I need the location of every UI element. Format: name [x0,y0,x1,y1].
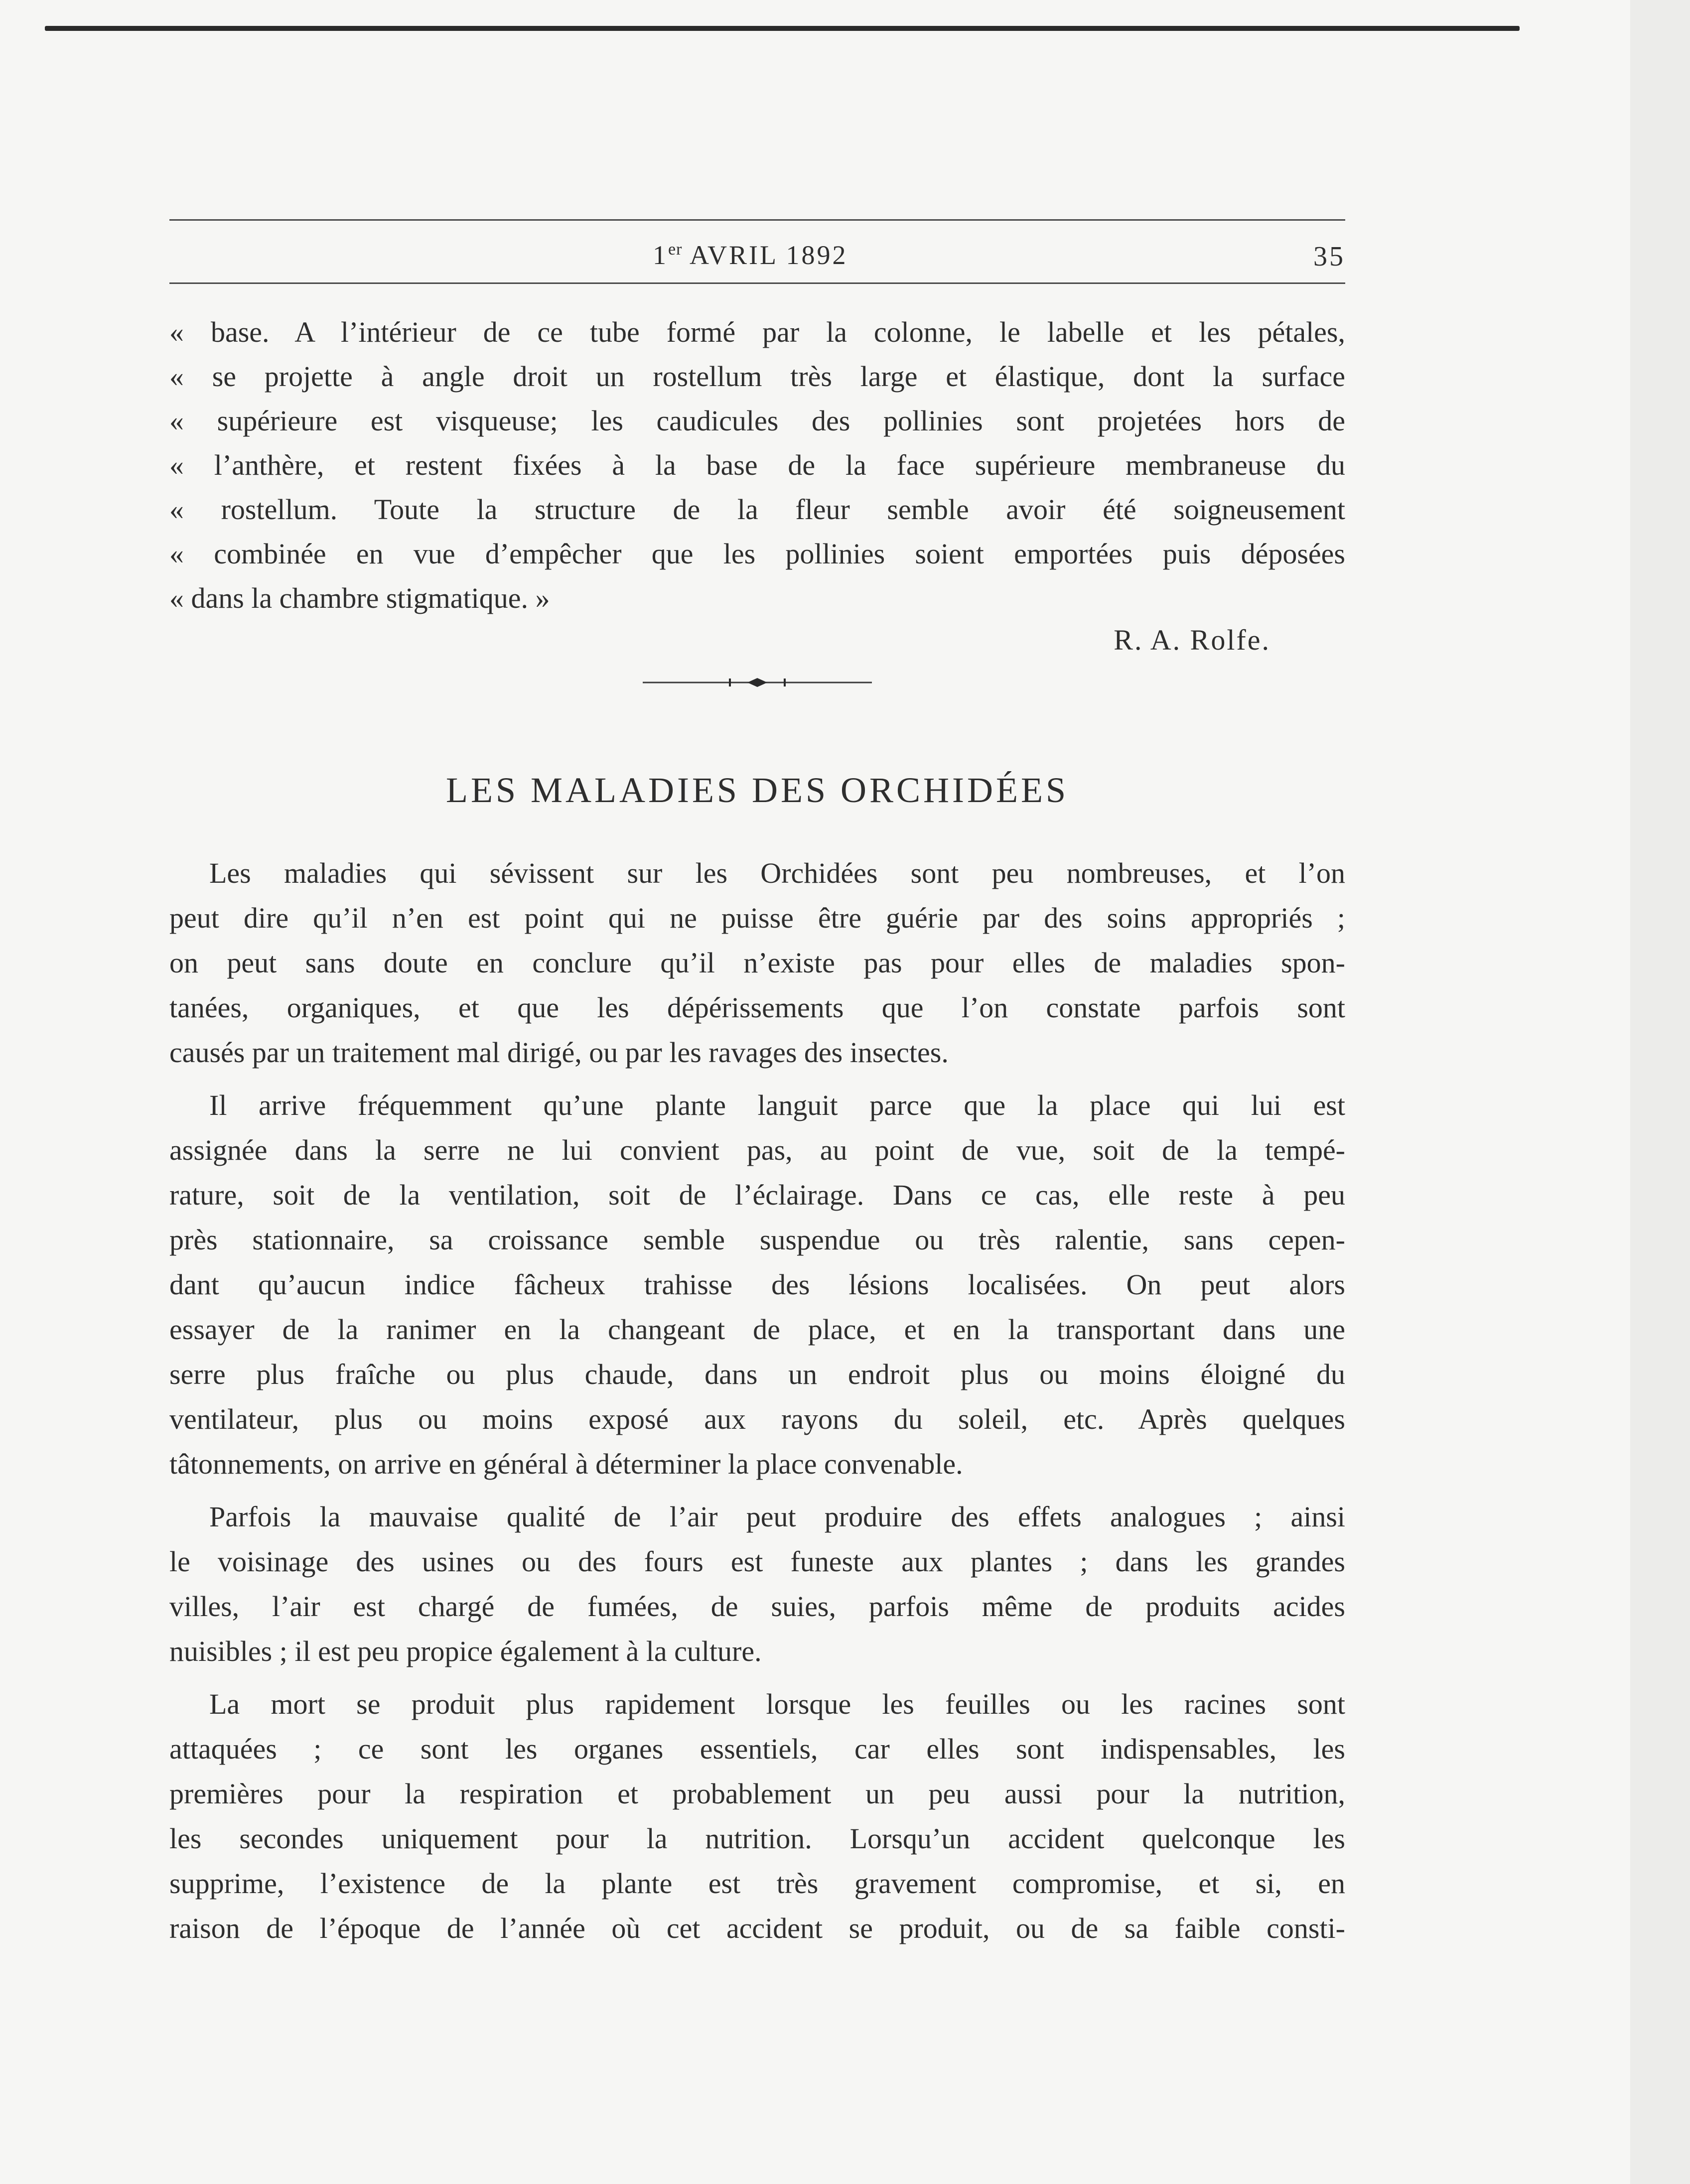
header-rule-bottom [169,282,1345,284]
text-line: rature, soit de la ventilation, soit de l’éclairage. Dans ce cas, elle reste à peu [169,1179,1345,1211]
text-line: raison de l’époque de l’année où cet accident se produit, ou de sa faible consti- [169,1912,1345,1944]
text-line: supprime, l’existence de la plante est très gravement compromise, et si, en [169,1867,1345,1900]
quote-line: « l’anthère, et restent fixées à la base de la face supérieure membraneuse du [169,449,1345,481]
page-number: 35 [1313,241,1345,272]
author-signature: R. A. Rolfe. [1114,624,1270,656]
text-line: Les maladies qui sévissent sur les Orchidées sont peu nombreuses, et l’on [209,857,1345,889]
text-line: le voisinage des usines ou des fours est funeste aux plantes ; dans les grandes [169,1545,1345,1578]
text-column [169,219,1345,1959]
quote-line: « base. A l’intérieur de ce tube formé par la colonne, le labelle et les pétales, [169,316,1345,348]
quote-line: « supérieure est visqueuse; les caudicules des pollinies sont projetées hors de [169,405,1345,437]
quote-line: « se projette à angle droit un rostellum très large et élastique, dont la surface [169,360,1345,393]
text-line: essayer de la ranimer en la changeant de place, et en la transportant dans une [169,1313,1345,1346]
quote-line: « dans la chambre stigmatique. » [169,582,550,614]
text-line: causés par un traitement mal dirigé, ou par les ravages des insectes. [169,1036,949,1069]
article-title: LES MALADIES DES ORCHIDÉES [445,770,1069,810]
quoted-passage [169,310,1345,620]
text-line: les secondes uniquement pour la nutrition. Lorsqu’un accident quelconque les [169,1822,1345,1855]
text-line: Parfois la mauvaise qualité de l’air peut produire des effets analogues ; ainsi [209,1501,1345,1533]
text-line: serre plus fraîche ou plus chaude, dans un endroit plus ou moins éloigné du [169,1358,1345,1390]
paragraph-4 [169,1682,1345,1951]
quote-line: « rostellum. Toute la structure de la fleur semble avoir été soigneusement [169,493,1345,526]
text-line: ventilateur, plus ou moins exposé aux rayons du soleil, etc. Après quelques [169,1403,1345,1435]
text-line: attaquées ; ce sont les organes essentiels, car elles sont indispensables, les [169,1733,1345,1765]
text-line: nuisibles ; il est peu propice également à la culture. [169,1635,762,1667]
section-divider-ornament [643,675,872,690]
text-line: on peut sans doute en conclure qu’il n’existe pas pour elles de maladies spon- [169,947,1345,979]
text-line: premières pour la respiration et probablement un peu aussi pour la nutrition, [169,1777,1345,1810]
text-line: peut dire qu’il n’en est point qui ne puisse être guérie par des soins appropriés ; [169,902,1345,934]
paragraph-3 [169,1495,1345,1674]
paragraph-2 [169,1083,1345,1487]
text-line: tanées, organiques, et que les dépérissements que l’on constate parfois sont [169,991,1345,1024]
paragraph-1 [169,851,1345,1075]
text-line: La mort se produit plus rapidement lorsque les feuilles ou les racines sont [209,1688,1345,1720]
scan-shadow [1630,0,1690,2184]
text-line: près stationnaire, sa croissance semble suspendue ou très ralentie, sans cepen- [169,1224,1345,1256]
text-line: villes, l’air est chargé de fumées, de suies, parfois même de produits acides [169,1590,1345,1623]
running-head [169,221,1345,271]
article-body [169,851,1345,1951]
quote-line: « combinée en vue d’empêcher que les pollinies soient emportées puis déposées [169,538,1345,570]
running-head-date: 1er AVRIL 1892 [653,240,848,270]
text-line: dant qu’aucun indice fâcheux trahisse des lésions localisées. On peut alors [169,1268,1345,1301]
text-line: assignée dans la serre ne lui convient pas, au point de vue, soit de la tempé- [169,1134,1345,1166]
text-line: tâtonnements, on arrive en général à déterminer la place convenable. [169,1448,963,1480]
text-line: Il arrive fréquemment qu’une plante languit parce que la place qui lui est [209,1089,1345,1121]
scan-top-edge [45,26,1520,31]
